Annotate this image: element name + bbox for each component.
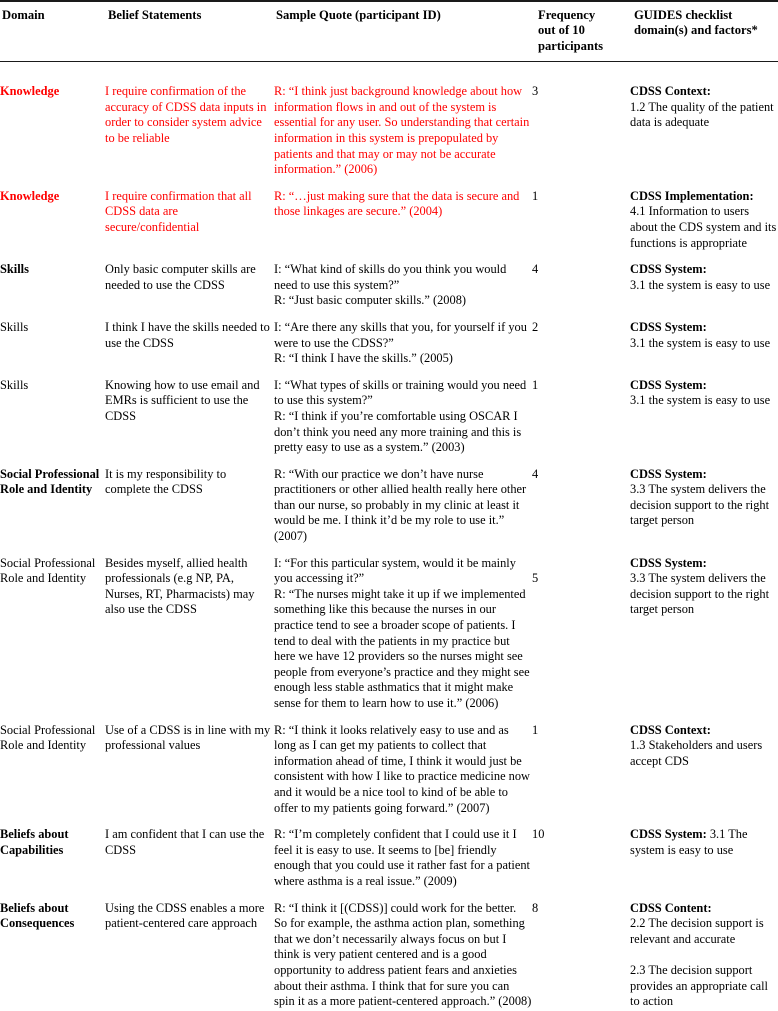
domain-label: Skills bbox=[0, 319, 29, 334]
quote-text: R: “I think it looks relatively easy to use and as long as I can get my patients to collect that information ahead of time, I think it would just be consistent with how I like to practice medicine now and it would be a nice tool to kind of be able to offer to my patients going forward.” (2007) bbox=[274, 722, 531, 815]
domain-label: Social Professional Role and Identity bbox=[0, 555, 96, 586]
table-row[interactable] bbox=[0, 320, 778, 367]
quote-text: R: “With our practice we don’t have nurse practitioners or other allied health really here other than our nurse, so probably in my clinic at least it would be me. I think it’d be my role to use it.” (2007) bbox=[274, 466, 527, 544]
cell-frequency bbox=[532, 84, 630, 178]
domain-label: Beliefs about Consequences bbox=[0, 900, 75, 931]
row-gap bbox=[0, 816, 778, 827]
guides-domain-heading: CDSS System: bbox=[630, 466, 707, 481]
guides-factor-text-secondary: 2.3 The decision support provides an appropriate call to action bbox=[630, 962, 768, 1009]
belief-statement-text: Besides myself, allied health professionals (e.g NP, PA, Nurses, RT, Pharmacists) may also use the CDSS bbox=[105, 555, 255, 617]
row-gap-cell bbox=[0, 178, 778, 189]
row-gap bbox=[0, 178, 778, 189]
guides-factor-text: 3.1 the system is easy to use bbox=[630, 277, 771, 292]
guides-domain-heading: CDSS System: bbox=[630, 319, 707, 334]
table-row[interactable] bbox=[0, 84, 778, 178]
guides-domain-heading: CDSS Implementation: bbox=[630, 188, 754, 203]
guides-factor-text: 3.1 The system is easy to use bbox=[630, 827, 748, 857]
cell-guides-checklist bbox=[630, 723, 778, 817]
cell-sample-quote bbox=[274, 84, 532, 178]
frequency-value: 8 bbox=[532, 900, 539, 915]
row-gap-cell bbox=[0, 712, 778, 723]
quote-text: R: “I’m completely confident that I could use it I feel it is easy to use. It seems to [be] friendly enough that you could use it rather fast for a patient where asthma is a real issue.” (2009) bbox=[274, 827, 530, 888]
guides-domain-heading: CDSS Context: bbox=[630, 84, 711, 99]
frequency-value: 10 bbox=[532, 827, 545, 842]
belief-statement-text: Knowing how to use email and EMRs is sufficient to use the CDSS bbox=[105, 377, 260, 423]
belief-statement-text: I require confirmation that all CDSS data are secure/confidential bbox=[105, 188, 252, 234]
cell-guides-checklist bbox=[630, 556, 778, 712]
cell-sample-quote bbox=[274, 189, 532, 251]
table-row[interactable] bbox=[0, 901, 778, 1010]
row-gap bbox=[0, 456, 778, 467]
row-gap-cell bbox=[0, 816, 778, 827]
domain-label: Social Professional Role and Identity bbox=[0, 722, 96, 753]
guides-factor-text: 3.3 The system delivers the decision support to the right target person bbox=[630, 482, 770, 528]
row-gap-cell bbox=[0, 456, 778, 467]
header-spacer bbox=[0, 62, 778, 85]
belief-statement-text: I think I have the skills needed to use the CDSS bbox=[105, 319, 270, 350]
guides-factor-text: 4.1 Information to users about the CDS system and its functions is appropriate bbox=[630, 204, 777, 250]
frequency-value: 2 bbox=[532, 319, 539, 334]
belief-statement-text: Use of a CDSS is in line with my professional values bbox=[105, 722, 271, 753]
cell-frequency bbox=[532, 556, 630, 712]
cell-frequency bbox=[532, 467, 630, 545]
quote-text: R: “I think if you’re comfortable using OSCAR I don’t think you need any more training and this is pretty easy to use as a system.” (2003) bbox=[274, 408, 522, 455]
belief-statement-text: I am confident that I can use the CDSS bbox=[105, 827, 265, 857]
cell-frequency bbox=[532, 901, 630, 1010]
guides-factor-text: 2.2 The decision support is relevant and accurate bbox=[630, 916, 764, 946]
table-row[interactable] bbox=[0, 723, 778, 817]
table-row[interactable] bbox=[0, 467, 778, 545]
cell-domain bbox=[0, 723, 105, 817]
cell-sample-quote bbox=[274, 556, 532, 712]
cell-domain bbox=[0, 901, 105, 1010]
cell-sample-quote bbox=[274, 378, 532, 456]
cell-domain bbox=[0, 378, 105, 456]
row-gap bbox=[0, 309, 778, 320]
cell-belief-statement bbox=[105, 84, 274, 178]
cell-guides-checklist bbox=[630, 467, 778, 545]
quote-text: R: “…just making sure that the data is secure and those linkages are secure.” (2004) bbox=[274, 188, 520, 219]
frequency-value: 5 bbox=[532, 571, 539, 586]
row-gap-cell bbox=[0, 251, 778, 262]
cell-guides-checklist bbox=[630, 84, 778, 178]
cell-domain bbox=[0, 84, 105, 178]
cell-belief-statement bbox=[105, 320, 274, 367]
cell-sample-quote bbox=[274, 467, 532, 545]
quote-text: I: “For this particular system, would it be mainly you accessing it?” bbox=[274, 555, 516, 586]
table-row[interactable] bbox=[0, 262, 778, 309]
row-gap bbox=[0, 367, 778, 378]
cell-guides-checklist bbox=[630, 320, 778, 367]
frequency-value: 3 bbox=[532, 84, 539, 99]
row-gap bbox=[0, 890, 778, 901]
cell-sample-quote bbox=[274, 901, 532, 1010]
cell-domain bbox=[0, 262, 105, 309]
row-gap bbox=[0, 712, 778, 723]
cell-domain bbox=[0, 189, 105, 251]
table-row[interactable] bbox=[0, 189, 778, 251]
table-row[interactable] bbox=[0, 378, 778, 456]
quote-text: R: “Just basic computer skills.” (2008) bbox=[274, 293, 467, 308]
frequency-value: 4 bbox=[532, 466, 539, 481]
guides-factor-text: 3.1 the system is easy to use bbox=[630, 393, 771, 408]
quote-text: R: “I think just background knowledge about how information flows in and out of the system is essential for any user. So understanding that certain information in this system is prepopulated by patients and that may or may not be accurate information.” (2006) bbox=[274, 84, 530, 177]
cell-guides-checklist bbox=[630, 901, 778, 1010]
belief-statement-text: I require confirmation of the accuracy of CDSS data inputs in order to consider system advice to be reliable bbox=[105, 84, 267, 145]
cell-frequency bbox=[532, 189, 630, 251]
table-header bbox=[0, 1, 778, 62]
guides-entry bbox=[630, 827, 748, 857]
cell-frequency bbox=[532, 723, 630, 817]
column-header-belief-statements: Belief Statements bbox=[105, 1, 274, 62]
cell-frequency bbox=[532, 378, 630, 456]
cell-frequency bbox=[532, 320, 630, 367]
belief-statement-text: Only basic computer skills are needed to use the CDSS bbox=[105, 262, 256, 292]
guides-factor-text: 1.3 Stakeholders and users accept CDS bbox=[630, 738, 763, 768]
cell-domain bbox=[0, 320, 105, 367]
cell-belief-statement bbox=[105, 378, 274, 456]
quote-text: I: “Are there any skills that you, for yourself if you were to use the CDSS?” bbox=[274, 319, 527, 350]
spacer-cell bbox=[0, 62, 778, 85]
column-header-domain: Domain bbox=[0, 1, 105, 62]
domain-label: Knowledge bbox=[0, 188, 60, 203]
table-body bbox=[0, 62, 778, 1010]
row-gap-cell bbox=[0, 545, 778, 556]
domain-label: Skills bbox=[0, 377, 29, 392]
quote-text: R: “I think I have the skills.” (2005) bbox=[274, 351, 453, 366]
cell-guides-checklist bbox=[630, 189, 778, 251]
cell-belief-statement bbox=[105, 901, 274, 1010]
row-gap-cell bbox=[0, 890, 778, 901]
column-header-sample-quote: Sample Quote (participant ID) bbox=[274, 1, 532, 62]
row-gap-cell bbox=[0, 309, 778, 320]
cell-domain bbox=[0, 467, 105, 545]
guides-spacer bbox=[630, 947, 778, 963]
guides-factor-text: 3.3 The system delivers the decision support to the right target person bbox=[630, 571, 770, 617]
cell-domain bbox=[0, 827, 105, 889]
domain-label: Social Professional Role and Identity bbox=[0, 466, 100, 497]
guides-domain-heading: CDSS System: bbox=[630, 555, 707, 570]
row-gap bbox=[0, 545, 778, 556]
frequency-value: 4 bbox=[532, 262, 539, 277]
quote-text: I: “What types of skills or training would you need to use this system?” bbox=[274, 377, 527, 408]
domain-label: Skills bbox=[0, 262, 29, 277]
cell-sample-quote bbox=[274, 320, 532, 367]
cell-guides-checklist bbox=[630, 378, 778, 456]
cell-domain bbox=[0, 556, 105, 712]
cell-belief-statement bbox=[105, 262, 274, 309]
cell-frequency bbox=[532, 827, 630, 889]
guides-domain-heading: CDSS System: bbox=[630, 262, 707, 277]
guides-factor-text: 3.1 the system is easy to use bbox=[630, 335, 771, 350]
cell-belief-statement bbox=[105, 827, 274, 889]
header-row bbox=[0, 1, 778, 62]
guides-factor-text: 1.2 The quality of the patient data is adequate bbox=[630, 99, 774, 130]
guides-domain-heading: CDSS System: bbox=[630, 377, 707, 392]
table-row[interactable] bbox=[0, 556, 778, 712]
cell-belief-statement bbox=[105, 189, 274, 251]
cell-belief-statement bbox=[105, 467, 274, 545]
column-header-frequency: Frequency out of 10 participants bbox=[532, 1, 630, 62]
cell-frequency bbox=[532, 262, 630, 309]
cell-belief-statement bbox=[105, 556, 274, 712]
frequency-value: 1 bbox=[532, 722, 539, 737]
belief-statement-text: It is my responsibility to complete the CDSS bbox=[105, 466, 227, 497]
table-row[interactable] bbox=[0, 827, 778, 889]
cell-sample-quote bbox=[274, 262, 532, 309]
belief-statement-text: Using the CDSS enables a more patient-centered care approach bbox=[105, 900, 265, 931]
cell-sample-quote bbox=[274, 827, 532, 889]
guides-domain-heading: CDSS Content: bbox=[630, 900, 712, 915]
cell-belief-statement bbox=[105, 723, 274, 817]
cell-guides-checklist bbox=[630, 262, 778, 309]
domain-label: Beliefs about Capabilities bbox=[0, 827, 69, 857]
cell-sample-quote bbox=[274, 723, 532, 817]
guides-domain-heading: CDSS System: bbox=[630, 827, 707, 842]
quote-text: R: “I think it [(CDSS)] could work for the better. So for example, the asthma action plan, something that we don’t necessarily always focus on but I think is very patient centered and is a good opportunity to address patient fears and anxieties about their asthma. I think that for sure you can spin it as a more patient-centered approach.” (2008) bbox=[274, 900, 532, 1009]
row-gap-cell bbox=[0, 367, 778, 378]
frequency-value: 1 bbox=[532, 377, 539, 392]
frequency-value: 1 bbox=[532, 188, 539, 203]
domain-label: Knowledge bbox=[0, 84, 60, 99]
column-header-guides-checklist: GUIDES checklist domain(s) and factors* bbox=[630, 1, 778, 62]
guides-domain-heading: CDSS Context: bbox=[630, 722, 711, 737]
cell-guides-checklist bbox=[630, 827, 778, 889]
quote-text: R: “The nurses might take it up if we implemented something like this because the nurses in our practice tend to see a broader scope of patients. I tend to deal with the patients in my practice but here we have 12 providers so the nurses might see people from everyone’s practice and they might see enough less stable asthmatics that it might make sense for them to learn how to use it.” (2006) bbox=[274, 586, 530, 710]
quote-text: I: “What kind of skills do you think you would need to use this system?” bbox=[274, 262, 507, 292]
row-gap bbox=[0, 251, 778, 262]
